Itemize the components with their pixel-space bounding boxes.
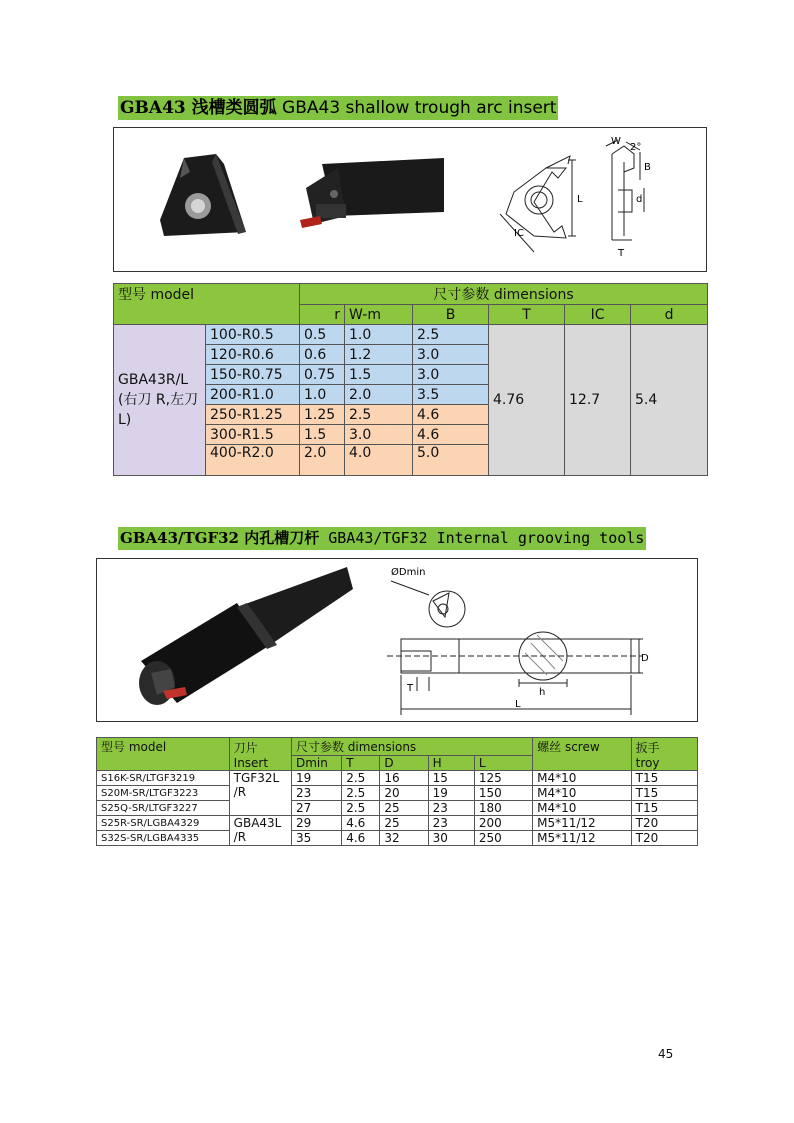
t1-col-t: T — [489, 305, 565, 325]
t2-insert-cn: 刀片 — [233, 740, 258, 755]
t1-w: 1.5 — [345, 365, 413, 385]
t1-code: 150-R0.75 — [206, 365, 300, 385]
label-w: W — [611, 136, 621, 147]
t1-col-d: d — [631, 305, 708, 325]
t1-b: 5.0 — [413, 445, 489, 476]
page-number: 45 — [658, 1047, 674, 1061]
t2-col-d: D — [380, 756, 428, 771]
t1-r: 1.5 — [300, 425, 345, 445]
label-t: T — [618, 248, 625, 259]
t1-w: 1.0 — [345, 325, 413, 345]
t2-h: 15 — [428, 771, 474, 786]
t2-t: 4.6 — [342, 816, 380, 831]
t2-t: 2.5 — [342, 786, 380, 801]
t2-wrench: T20 — [631, 831, 697, 846]
t2-d: 32 — [380, 831, 428, 846]
label-dmin: ØDmin — [391, 567, 426, 578]
t2-screw: M5*11/12 — [533, 816, 631, 831]
t2-screw: M4*10 — [533, 801, 631, 816]
label-b: B — [644, 162, 651, 173]
t1-r: 0.5 — [300, 325, 345, 345]
t1-w: 1.2 — [345, 345, 413, 365]
t2-insert-en: Insert — [233, 755, 269, 770]
t2-l: 180 — [474, 801, 532, 816]
section1-title-en: GBA43 shallow trough arc insert — [276, 98, 557, 118]
t1-r: 0.75 — [300, 365, 345, 385]
section1-heading — [118, 96, 558, 120]
t1-b: 3.0 — [413, 365, 489, 385]
t1-r: 1.0 — [300, 385, 345, 405]
t1-b: 4.6 — [413, 425, 489, 445]
t2-t: 2.5 — [342, 801, 380, 816]
t2-model: S16K-SR/LTGF3219 — [97, 771, 230, 786]
t2-h: 23 — [428, 816, 474, 831]
t2-l: 250 — [474, 831, 532, 846]
t2-wrench: T20 — [631, 816, 697, 831]
insert-photo — [154, 150, 254, 242]
t2-h: 19 — [428, 786, 474, 801]
t2-wrench: T15 — [631, 786, 697, 801]
t2-insert-group2: GBA43L /R — [229, 816, 291, 846]
t2-screw-header: 螺丝 screw — [533, 738, 631, 771]
t2-model: S32S-SR/LGBA4335 — [97, 831, 230, 846]
t1-d-value: 5.4 — [631, 325, 708, 476]
t2-col-l: L — [474, 756, 532, 771]
t2-dmin: 19 — [291, 771, 341, 786]
t2-dmin: 27 — [291, 801, 341, 816]
t1-b: 3.0 — [413, 345, 489, 365]
label-d: D — [641, 653, 649, 664]
t2-dmin: 29 — [291, 816, 341, 831]
t2-h: 30 — [428, 831, 474, 846]
t2-dmin: 35 — [291, 831, 341, 846]
label-d: d — [636, 194, 643, 205]
t2-screw: M4*10 — [533, 786, 631, 801]
t2-wrench: T15 — [631, 771, 697, 786]
label-l: L — [515, 699, 521, 710]
t1-code: 300-R1.5 — [206, 425, 300, 445]
label-t: T — [407, 683, 414, 694]
t1-w: 2.5 — [345, 405, 413, 425]
label-h: h — [539, 687, 546, 698]
t2-t: 2.5 — [342, 771, 380, 786]
t1-b: 3.5 — [413, 385, 489, 405]
section2-heading — [118, 527, 646, 550]
t1-model-header: 型号 model — [114, 284, 300, 325]
t1-code: 400-R2.0 — [206, 445, 300, 476]
t2-screw: M4*10 — [533, 771, 631, 786]
t1-model-group: GBA43R/L (右刀 R,左刀 L) — [114, 325, 206, 476]
t2-col-h: H — [428, 756, 474, 771]
t2-l: 200 — [474, 816, 532, 831]
t1-col-w: W-m — [345, 305, 413, 325]
t1-r: 2.0 — [300, 445, 345, 476]
t1-col-r: r — [300, 305, 345, 325]
t2-model: S25R-SR/LGBA4329 — [97, 816, 230, 831]
t2-model: S20M-SR/LTGF3223 — [97, 786, 230, 801]
t2-col-t: T — [342, 756, 380, 771]
insert-dimension-drawing — [494, 132, 699, 266]
t1-dims-header: 尺寸参数 dimensions — [300, 284, 708, 305]
t2-wrench-cn: 扳手 — [635, 740, 660, 755]
t1-t-value: 4.76 — [489, 325, 565, 476]
t2-l: 125 — [474, 771, 532, 786]
t1-w: 3.0 — [345, 425, 413, 445]
t2-col-dmin: Dmin — [291, 756, 341, 771]
t1-col-ic: IC — [565, 305, 631, 325]
t2-l: 150 — [474, 786, 532, 801]
t2-d: 25 — [380, 801, 428, 816]
section2-title-en: GBA43/TGF32 Internal grooving tools — [319, 529, 645, 547]
boring-bar-spec-table — [96, 737, 698, 846]
boring-bar-photo — [127, 563, 357, 713]
t2-insert-group1: TGF32L /R — [229, 771, 291, 816]
t2-h: 23 — [428, 801, 474, 816]
t2-dims-header: 尺寸参数 dimensions — [291, 738, 532, 756]
t1-r: 0.6 — [300, 345, 345, 365]
t2-d: 16 — [380, 771, 428, 786]
label-ic: IC — [514, 228, 524, 239]
holder-photo — [294, 154, 444, 230]
t1-code: 250-R1.25 — [206, 405, 300, 425]
t2-screw: M5*11/12 — [533, 831, 631, 846]
t1-b: 4.6 — [413, 405, 489, 425]
t1-ic-value: 12.7 — [565, 325, 631, 476]
label-l: L — [577, 194, 583, 205]
section1-title-cn: GBA43 浅槽类圆弧 — [120, 98, 277, 118]
t1-w: 2.0 — [345, 385, 413, 405]
t2-d: 20 — [380, 786, 428, 801]
t2-wrench: T15 — [631, 801, 697, 816]
t1-b: 2.5 — [413, 325, 489, 345]
insert-spec-table — [113, 283, 708, 476]
t1-col-b: B — [413, 305, 489, 325]
insert-image-panel — [113, 127, 707, 272]
t2-model-header: 型号 model — [97, 738, 230, 771]
t2-dmin: 23 — [291, 786, 341, 801]
t2-d: 25 — [380, 816, 428, 831]
t1-code: 100-R0.5 — [206, 325, 300, 345]
t1-r: 1.25 — [300, 405, 345, 425]
label-angle: 2° — [630, 142, 642, 153]
t2-t: 4.6 — [342, 831, 380, 846]
tool-image-panel — [96, 558, 698, 722]
t1-code: 200-R1.0 — [206, 385, 300, 405]
t2-wrench-en: troy — [635, 755, 660, 770]
t1-w: 4.0 — [345, 445, 413, 476]
t2-insert-header — [229, 738, 291, 771]
section2-title-cn: GBA43/TGF32 内孔槽刀杆 — [120, 529, 320, 547]
boring-bar-dimension-drawing — [377, 561, 695, 719]
t2-model: S25Q-SR/LTGF3227 — [97, 801, 230, 816]
t2-wrench-header — [631, 738, 697, 771]
t1-code: 120-R0.6 — [206, 345, 300, 365]
